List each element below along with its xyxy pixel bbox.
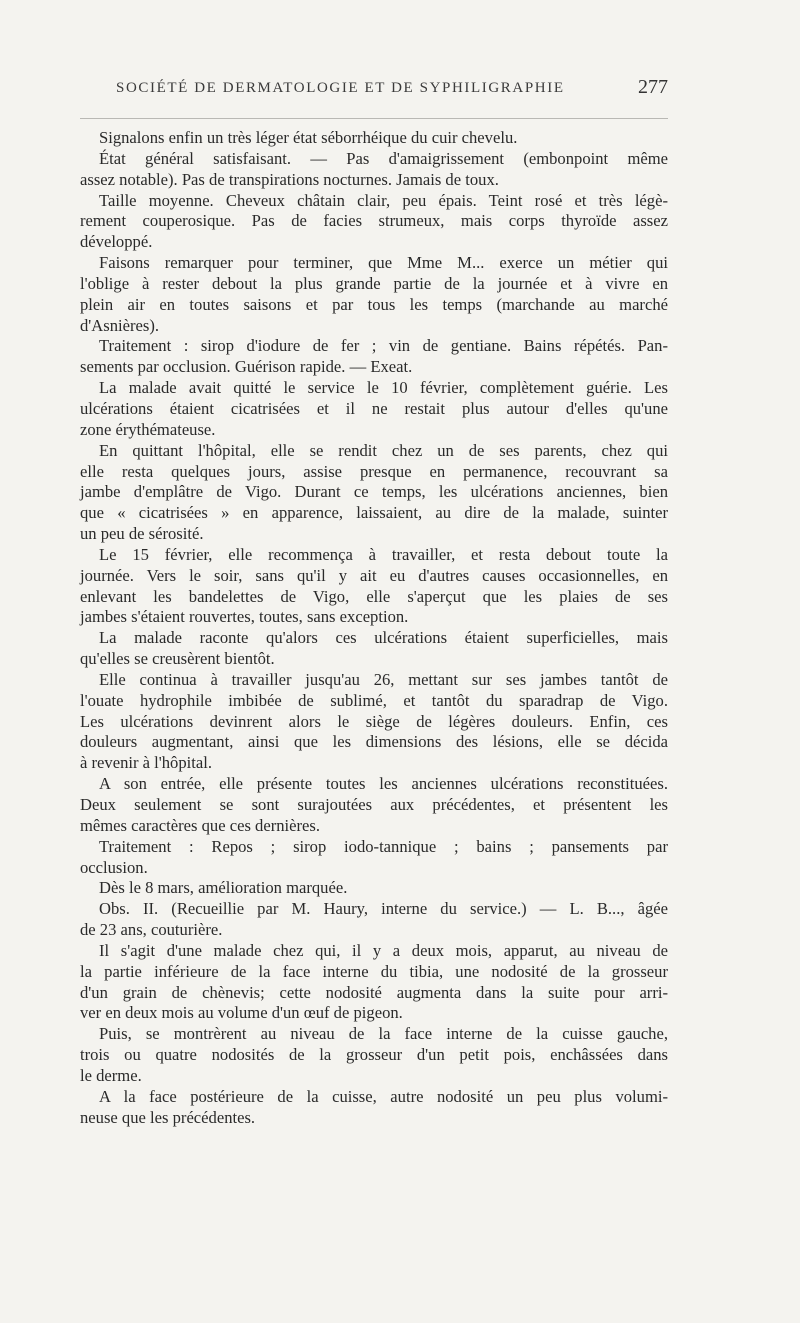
text-line: un peu de sérosité. — [80, 524, 204, 544]
text-line: enlevant les bandelettes de Vigo, elle s'aperçut que les plaies de ses — [80, 586, 668, 606]
text-line: plein air en toutes saisons et par tous les temps (marchande au marché — [80, 294, 668, 314]
text-line: Obs. II. (Recueillie par M. Haury, interne du service.) — L. B..., âgée — [99, 899, 668, 919]
text-line: Deux seulement se sont surajoutées aux précédentes, et présentent les — [80, 795, 668, 814]
text-line: le derme. — [80, 1065, 142, 1085]
text-line: Traitement : Repos ; sirop iodo-tannique ; bains ; pansements par — [99, 836, 668, 856]
text-line: à revenir à l'hôpital. — [80, 753, 212, 773]
text-line: la partie inférieure de la face interne du tibia, une nodosité de la grosseur — [80, 961, 668, 981]
text-line: assez notable). Pas de transpirations nocturnes. Jamais de toux. — [80, 169, 499, 189]
text-line: qu'elles se creusèrent bientôt. — [80, 649, 275, 669]
text-line: d'Asnières). — [80, 315, 160, 335]
text-line: ver en deux mois au volume d'un œuf de pigeon. — [80, 1003, 403, 1023]
text-line: jambe d'emplâtre de Vigo. Durant ce temps, les ulcérations anciennes, bien — [80, 482, 668, 502]
text-line: La malade raconte qu'alors ces ulcérations étaient superficielles, mais — [99, 628, 668, 648]
text-line: A son entrée, elle présente toutes les anciennes ulcérations reconstituées. — [99, 774, 668, 794]
running-head: SOCIÉTÉ DE DERMATOLOGIE ET DE SYPHILIGRAPHIE — [116, 80, 565, 96]
text-line: Taille moyenne. Cheveux châtain clair, peu épais. Teint rosé et très légè- — [99, 190, 668, 210]
text-line: Les ulcérations devinrent alors le siège de légères douleurs. Enfin, ces — [80, 711, 668, 731]
text-line: Il s'agit d'une malade chez qui, il y a deux mois, apparut, au niveau de — [99, 940, 668, 960]
text-line: Puis, se montrèrent au niveau de la face interne de la cuisse gauche, — [99, 1024, 668, 1044]
text-line: sements par occlusion. Guérison rapide. — Exeat. — [80, 357, 413, 377]
text-line: Faisons remarquer pour terminer, que Mme M... exerce un métier qui — [99, 253, 668, 273]
page-number: 277 — [638, 76, 668, 98]
text-line: A la face postérieure de la cuisse, autre nodosité un peu plus volumi- — [99, 1086, 668, 1106]
text-line: Signalons enfin un très léger état séborrhéique du cuir chevelu. — [99, 128, 518, 147]
text-line: douleurs augmentant, ainsi que les dimensions des lésions, elle se décida — [80, 732, 668, 752]
text-line: l'oblige à rester debout la plus grande partie de la journée et à vivre en — [80, 273, 668, 293]
text-line: de 23 ans, couturière. — [80, 920, 223, 940]
body-text — [80, 128, 668, 1129]
text-line: En quittant l'hôpital, elle se rendit chez un de ses parents, chez qui — [99, 440, 668, 460]
header-rule — [80, 118, 668, 119]
text-line: journée. Vers le soir, sans qu'il y ait eu d'autres causes occasionnelles, en — [80, 565, 668, 585]
text-line: La malade avait quitté le service le 10 février, complètement guérie. Les — [99, 378, 668, 398]
text-line: trois ou quatre nodosités de la grosseur d'un petit pois, enchâssées dans — [80, 1045, 668, 1065]
text-line: zone érythémateuse. — [80, 419, 216, 439]
text-line: Le 15 février, elle recommença à travailler, et resta debout toute la — [99, 544, 668, 564]
text-line: l'ouate hydrophile imbibée de sublimé, et tantôt du sparadrap de Vigo. — [80, 690, 668, 710]
text-line: occlusion. — [80, 857, 148, 877]
text-line: elle resta quelques jours, assise presque en permanence, recouvrant sa — [80, 461, 668, 481]
text-line: Traitement : sirop d'iodure de fer ; vin de gentiane. Bains répétés. Pan- — [99, 336, 668, 356]
text-line: Dès le 8 mars, amélioration marquée. — [99, 878, 348, 898]
text-line: d'un grain de chènevis; cette nodosité augmenta dans la suite pour arri- — [80, 982, 668, 1002]
text-line: Elle continua à travailler jusqu'au 26, mettant sur ses jambes tantôt de — [99, 669, 668, 689]
page-header — [116, 76, 668, 102]
text-line: État général satisfaisant. — Pas d'amaigrissement (embonpoint même — [99, 148, 668, 168]
text-line: rement couperosique. Pas de facies strumeux, mais corps thyroïde assez — [80, 211, 668, 231]
text-line: mêmes caractères que ces dernières. — [80, 815, 321, 835]
text-line: neuse que les précédentes. — [80, 1107, 256, 1127]
text-line: développé. — [80, 232, 153, 252]
text-line: jambes s'étaient rouvertes, toutes, sans exception. — [80, 607, 409, 627]
text-line: ulcérations étaient cicatrisées et il ne restait plus autour d'elles qu'une — [80, 398, 668, 418]
text-line: que « cicatrisées » en apparence, laissaient, au dire de la malade, suinter — [80, 503, 668, 523]
